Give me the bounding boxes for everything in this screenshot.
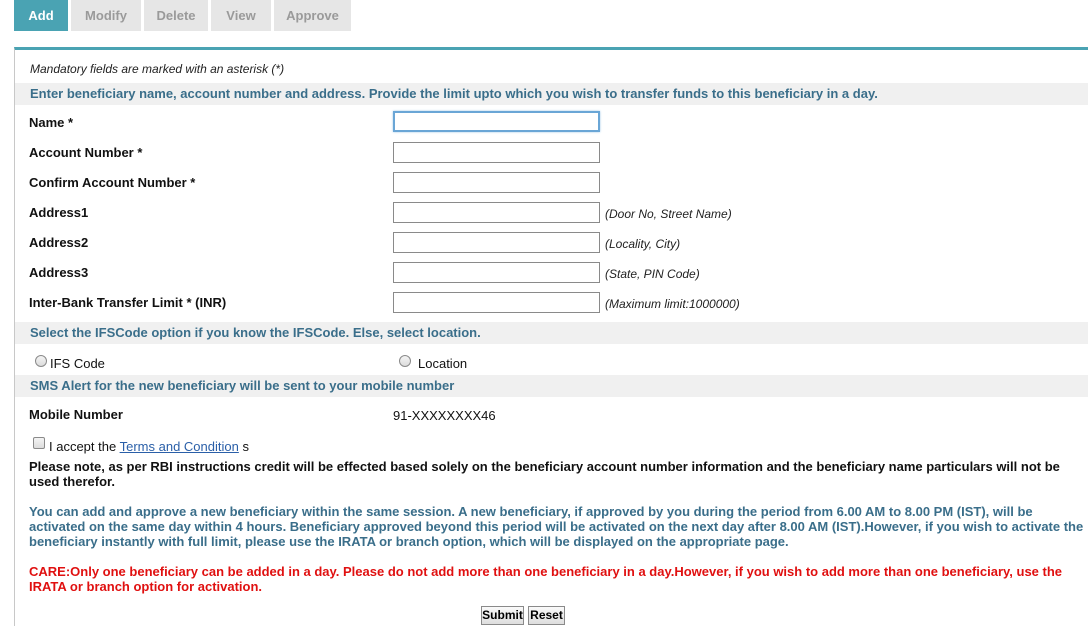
address3-label: Address3 [29, 265, 89, 280]
section-header-ifsc: Select the IFSCode option if you know the IFSCode. Else, select location. [15, 322, 1088, 344]
care-note: CARE:Only one beneficiary can be added in a day. Please do not add more than one beneficiary in a day.However, if you wish to add more than one beneficiary, use the IRATA or branch option for activation. [29, 564, 1063, 594]
tab-delete[interactable]: Delete [144, 0, 208, 31]
terms-and-condition-link[interactable]: Terms and Condition [119, 439, 239, 454]
address3-hint: (State, PIN Code) [605, 267, 700, 281]
name-label: Name * [29, 115, 74, 130]
ifs-code-label: IFS Code [50, 356, 105, 371]
submit-button[interactable]: Submit [481, 606, 524, 625]
action-tabs [14, 0, 354, 31]
section-header-beneficiary: Enter beneficiary name, account number and address. Provide the limit upto which you wish to transfer funds to this beneficiary in a day. [15, 83, 1088, 105]
tab-add[interactable]: Add [14, 0, 68, 31]
mandatory-note: Mandatory fields are marked with an asterisk (*) [30, 62, 285, 76]
address2-label: Address2 [29, 235, 89, 250]
rbi-note: Please note, as per RBI instructions credit will be effected based solely on the beneficiary account number information and the beneficiary name particulars will not be used therefor. [29, 459, 1060, 489]
section-header-sms: SMS Alert for the new beneficiary will be sent to your mobile number [15, 375, 1088, 397]
activation-note: You can add and approve a new beneficiary within the same session. A new beneficiary, if approved by you during the period from 6.00 AM to 8.00 PM (IST), will be activated on the same day within 4 hours. Beneficiary approved beyond this period will be activated on the next day after 8.00 AM (IST).However, if you wish to activate the beneficiary instantly with full limit, please use the IRATA or branch option, which will be displayed on the appropriate page. [29, 504, 1084, 549]
reset-button[interactable]: Reset [528, 606, 565, 625]
accept-terms-checkbox[interactable] [33, 437, 45, 449]
accept-terms-suffix: s [242, 439, 249, 454]
account-number-input[interactable] [393, 142, 600, 163]
mobile-number-value: 91-XXXXXXXX46 [393, 408, 496, 423]
address1-label: Address1 [29, 205, 89, 220]
address2-hint: (Locality, City) [605, 237, 681, 251]
address3-input[interactable] [393, 262, 600, 283]
ifs-code-radio[interactable] [35, 355, 47, 367]
accept-terms-prefix: I accept the [49, 439, 117, 454]
confirm-account-number-input[interactable] [393, 172, 600, 193]
name-input[interactable] [393, 111, 600, 132]
transfer-limit-input[interactable] [393, 292, 600, 313]
account-number-label: Account Number * [29, 145, 143, 160]
mobile-number-label: Mobile Number [29, 407, 123, 422]
address1-hint: (Door No, Street Name) [605, 207, 732, 221]
address2-input[interactable] [393, 232, 600, 253]
tab-approve[interactable]: Approve [274, 0, 351, 31]
location-radio[interactable] [399, 355, 411, 367]
accept-terms-text [49, 439, 249, 454]
transfer-limit-label: Inter-Bank Transfer Limit * (INR) [29, 295, 227, 310]
location-label: Location [418, 356, 468, 371]
transfer-limit-hint: (Maximum limit:1000000) [605, 297, 740, 311]
address1-input[interactable] [393, 202, 600, 223]
tab-view[interactable]: View [211, 0, 271, 31]
add-beneficiary-panel [14, 47, 1088, 626]
confirm-account-number-label: Confirm Account Number * [29, 175, 196, 190]
tab-modify[interactable]: Modify [71, 0, 141, 31]
